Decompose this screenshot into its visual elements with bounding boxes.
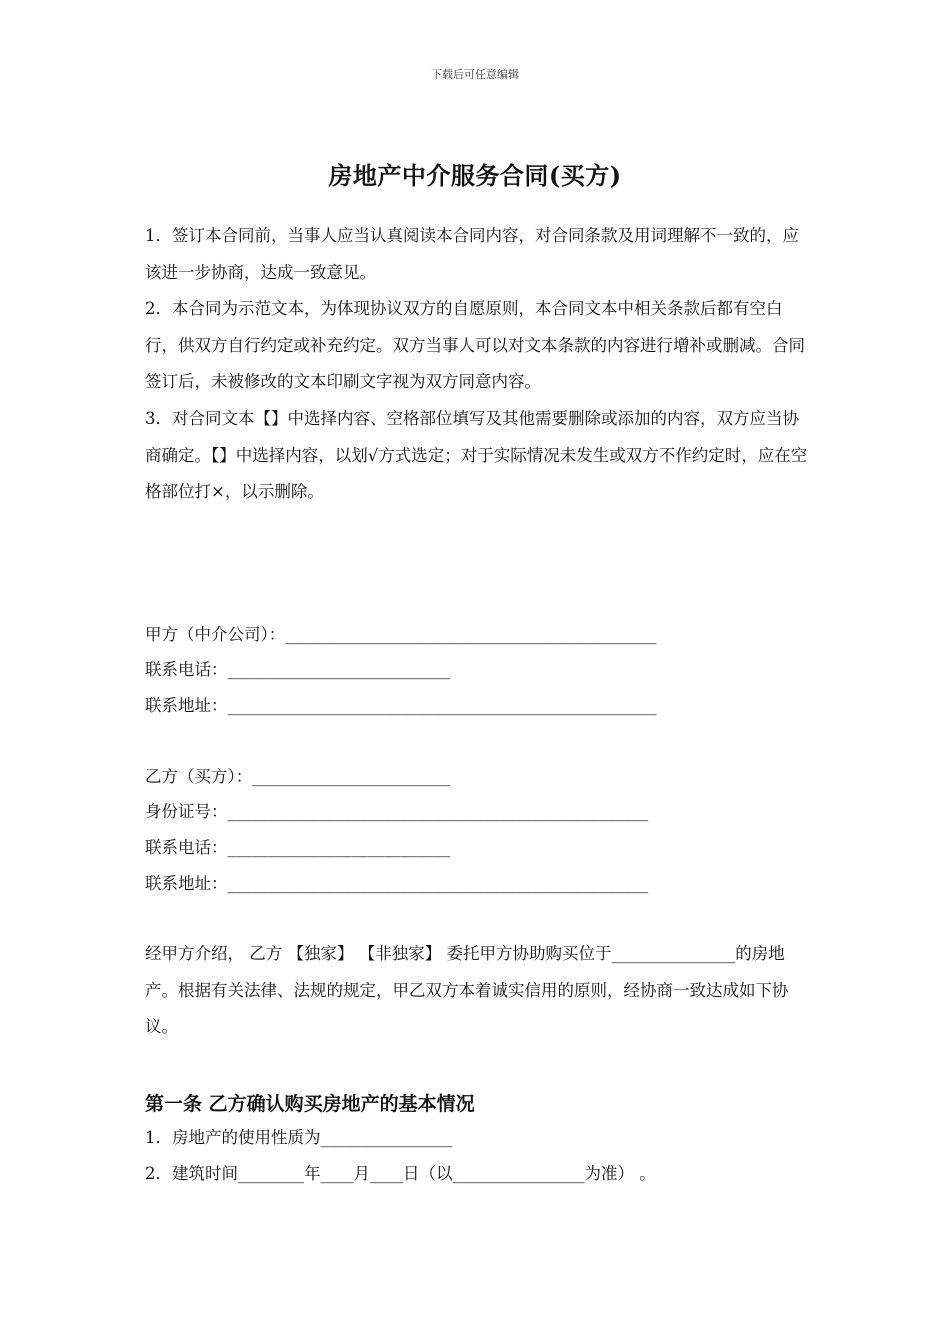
party-a-address-line: 联系地址：____________________________________________________ bbox=[145, 696, 657, 715]
party-b-name-line: 乙方（买方）：________________________ bbox=[145, 767, 451, 786]
party-b-phone-line: 联系电话：___________________________ bbox=[145, 838, 451, 857]
party-b-id-line: 身份证号：___________________________________________________ bbox=[145, 802, 649, 821]
note-paragraph-1: 1．签订本合同前，当事人应当认真阅读本合同内容，对合同条款及用词理解不一致的，应该进一步协商，达成一致意见。 bbox=[145, 226, 799, 282]
document-title: 房地产中介服务合同(买方) bbox=[328, 161, 622, 190]
header-note: 下载后可任意编辑 bbox=[431, 68, 519, 81]
intro-paragraph: 经甲方介绍， 乙方 【独家】 【非独家】 委托甲方协助购买位于_______________的房地产。根据有关法律、法规的规定，甲乙双方本着诚实信用的原则，经协商一致达成如下协议。 bbox=[145, 944, 789, 1036]
party-a-name-line: 甲方（中介公司）：_____________________________________________ bbox=[145, 625, 657, 644]
party-a-phone-line: 联系电话：___________________________ bbox=[145, 660, 451, 679]
article-1-title: 第一条 乙方确认购买房地产的基本情况 bbox=[145, 1093, 475, 1115]
note-paragraph-3: 3．对合同文本【】中选择内容、空格部位填写及其他需要删除或添加的内容，双方应当协商确定。【】中选择内容，以划√方式选定；对于实际情况未发生或双方不作约定时，应在空格部位打×，以示删除。 bbox=[145, 409, 808, 501]
article-1-item-1: 1．房地产的使用性质为________________ bbox=[145, 1128, 453, 1147]
party-b-address-line: 联系地址：___________________________________________________ bbox=[145, 874, 649, 893]
note-paragraph-2: 2．本合同为示范文本，为体现协议双方的自愿原则，本合同文本中相关条款后都有空白行，供双方自行约定或补充约定。双方当事人可以对文本条款的内容进行增补或删减。合同签订后，未被修改的文本印刷文字视为双方同意内容。 bbox=[145, 299, 805, 391]
article-1-item-2: 2．建筑时间________年____月____日（以________________为准） 。 bbox=[145, 1164, 656, 1183]
